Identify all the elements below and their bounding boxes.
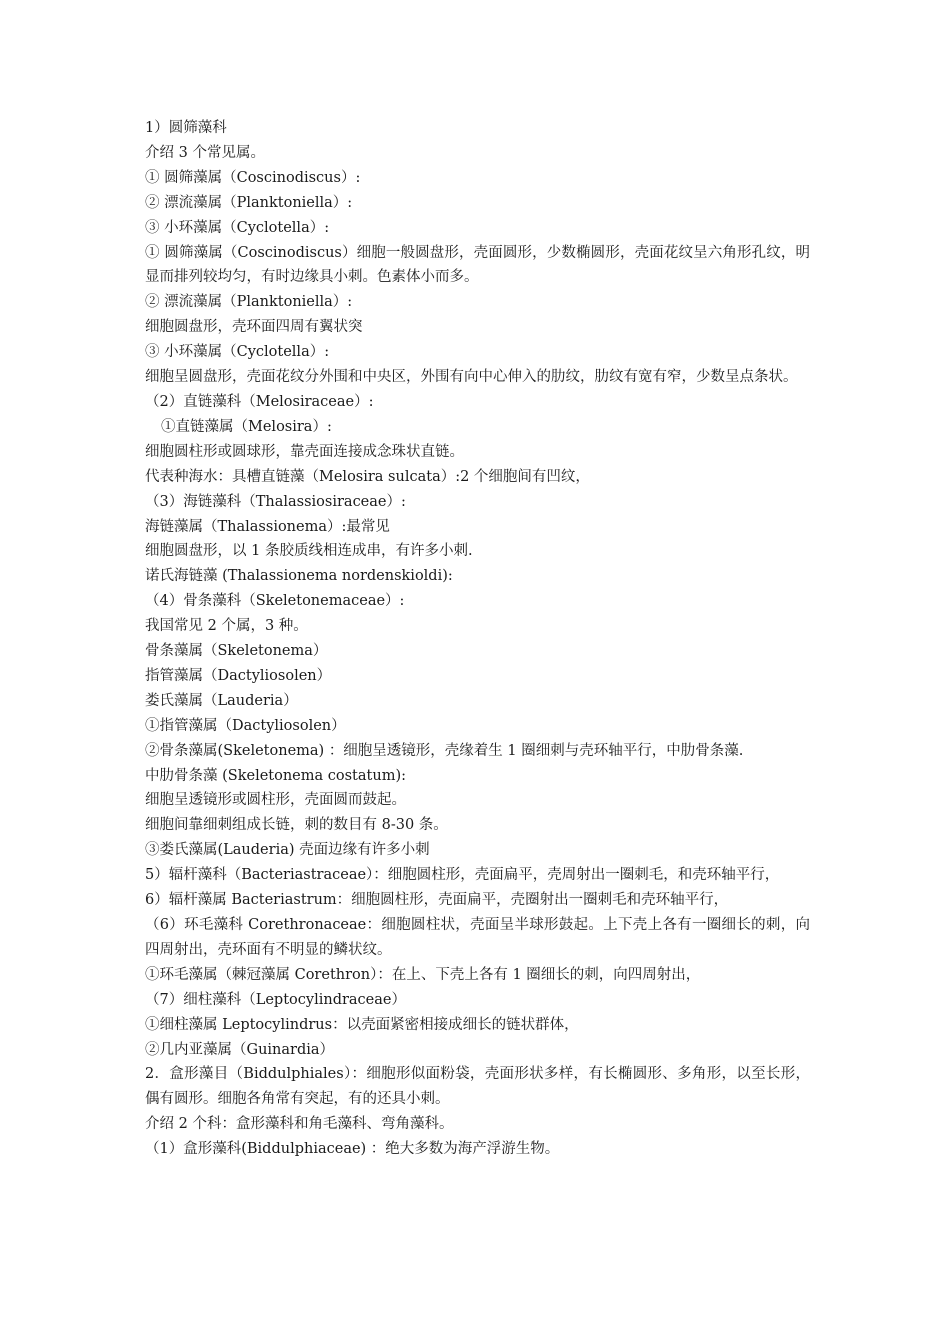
list-item: ②骨条藻属(Skeletonema) ：细胞呈透镜形，壳缘着生 1 圈细刺与壳环轴平行，中肋骨条藻.	[145, 742, 744, 759]
list-item: ③ 小环藻属（Cyclotella）:	[145, 219, 330, 236]
paragraph-corethronaceae: （6）环毛藻科 Corethronaceae：细胞圆柱状，壳面呈半球形鼓起。上下壳上各有一圈细长的刺，向四周射出，壳环面有不明显的鳞状纹。	[145, 917, 810, 958]
list-item: ①指管藻属（Dactyliosolen）	[145, 717, 346, 734]
list-item: ② 漂流藻属（Planktoniella）:	[145, 294, 353, 311]
list-item: ①环毛藻属（棘冠藻属 Corethron）：在上、下壳上各有 1 圈细长的刺，向四周射出，	[145, 966, 701, 983]
list-item: ③娄氏藻属(Lauderia) 壳面边缘有许多小刺	[145, 842, 430, 859]
document-body	[145, 116, 810, 1162]
text-line: 娄氏藻属（Lauderia）	[145, 692, 298, 709]
text-line: 中肋骨条藻 (Skeletonema costatum):	[145, 767, 406, 784]
text-line: 介绍 3 个常见属。	[145, 144, 265, 161]
list-item: ①细柱藻属 Leptocylindrus：以壳面紧密相接成细长的链状群体，	[145, 1016, 579, 1033]
list-item: ① 圆筛藻属（Coscinodiscus）:	[145, 169, 361, 186]
heading-skeletonemaceae: （4）骨条藻科（Skeletonemaceae）:	[145, 593, 405, 610]
list-item: ①直链藻属（Melosira）:	[161, 418, 332, 435]
paragraph-bacteriastraceae: 5）辐杆藻科（Bacteriastraceae）：细胞圆柱形，壳面扁平，壳周射出一圈刺毛，和壳环轴平行，	[145, 867, 780, 884]
text-line: 细胞圆盘形，以 1 条胶质线相连成串，有许多小刺.	[145, 543, 473, 560]
text-line: 细胞呈透镜形或圆柱形，壳面圆而鼓起。	[145, 792, 406, 809]
text-line: 介绍 2 个科：盒形藻科和角毛藻科、弯角藻科。	[145, 1116, 454, 1133]
text-line: 细胞间靠细刺组成长链，刺的数目有 8-30 条。	[145, 817, 448, 834]
text-line: 代表种海水：具槽直链藻（Melosira sulcata）:2 个细胞间有凹纹，	[145, 468, 590, 485]
heading-melosiraceae: （2）直链藻科（Melosiraceae）:	[145, 393, 374, 410]
paragraph-cyclotella: 细胞呈圆盘形，壳面花纹分外围和中央区，外围有向中心伸入的肋纹，肋纹有宽有窄，少数呈点条状。	[145, 369, 798, 386]
text-line: 海链藻属（Thalassionema）:最常见	[145, 518, 390, 535]
heading-biddulphiaceae: （1）盒形藻科(Biddulphiaceae) ：绝大多数为海产浮游生物。	[145, 1141, 560, 1158]
list-item: ② 漂流藻属（Planktoniella）:	[145, 194, 353, 211]
heading-coscinodiscaceae: 1）圆筛藻科	[145, 120, 227, 136]
text-line: 6）辐杆藻属 Bacteriastrum：细胞圆柱形，壳面扁平，壳圈射出一圈刺毛和壳环轴平行，	[145, 892, 729, 909]
heading-leptocylindraceae: （7）细柱藻科（Leptocylindraceae）	[145, 991, 406, 1008]
text-line: 诺氏海链藻 (Thalassionema nordenskioldi):	[145, 568, 453, 585]
text-line: 细胞圆柱形或圆球形，靠壳面连接成念珠状直链。	[145, 443, 464, 460]
text-line: 我国常见 2 个属，3 种。	[145, 618, 308, 635]
list-item: ②几内亚藻属（Guinardia）	[145, 1041, 335, 1058]
list-item: ③ 小环藻属（Cyclotella）:	[145, 344, 330, 361]
text-line: 指管藻属（Dactyliosolen）	[145, 667, 332, 684]
text-line: 细胞圆盘形，壳环面四周有翼状突	[145, 319, 363, 336]
paragraph-coscinodiscus: ① 圆筛藻属（Coscinodiscus）细胞一般圆盘形，壳面圆形，少数椭圆形，壳面花纹呈六角形孔纹，明显而排列较均匀，有时边缘具小刺。色素体小而多。	[145, 244, 810, 286]
paragraph-biddulphiales: 2．盒形藻目（Biddulphiales）：细胞形似面粉袋，壳面形状多样，有长椭圆形、多角形，以至长形，偶有圆形。细胞各角常有突起，有的还具小刺。	[145, 1066, 810, 1108]
text-line: 骨条藻属（Skeletonema）	[145, 643, 328, 660]
heading-thalassiosiraceae: （3）海链藻科（Thalassiosiraceae）:	[145, 493, 406, 510]
